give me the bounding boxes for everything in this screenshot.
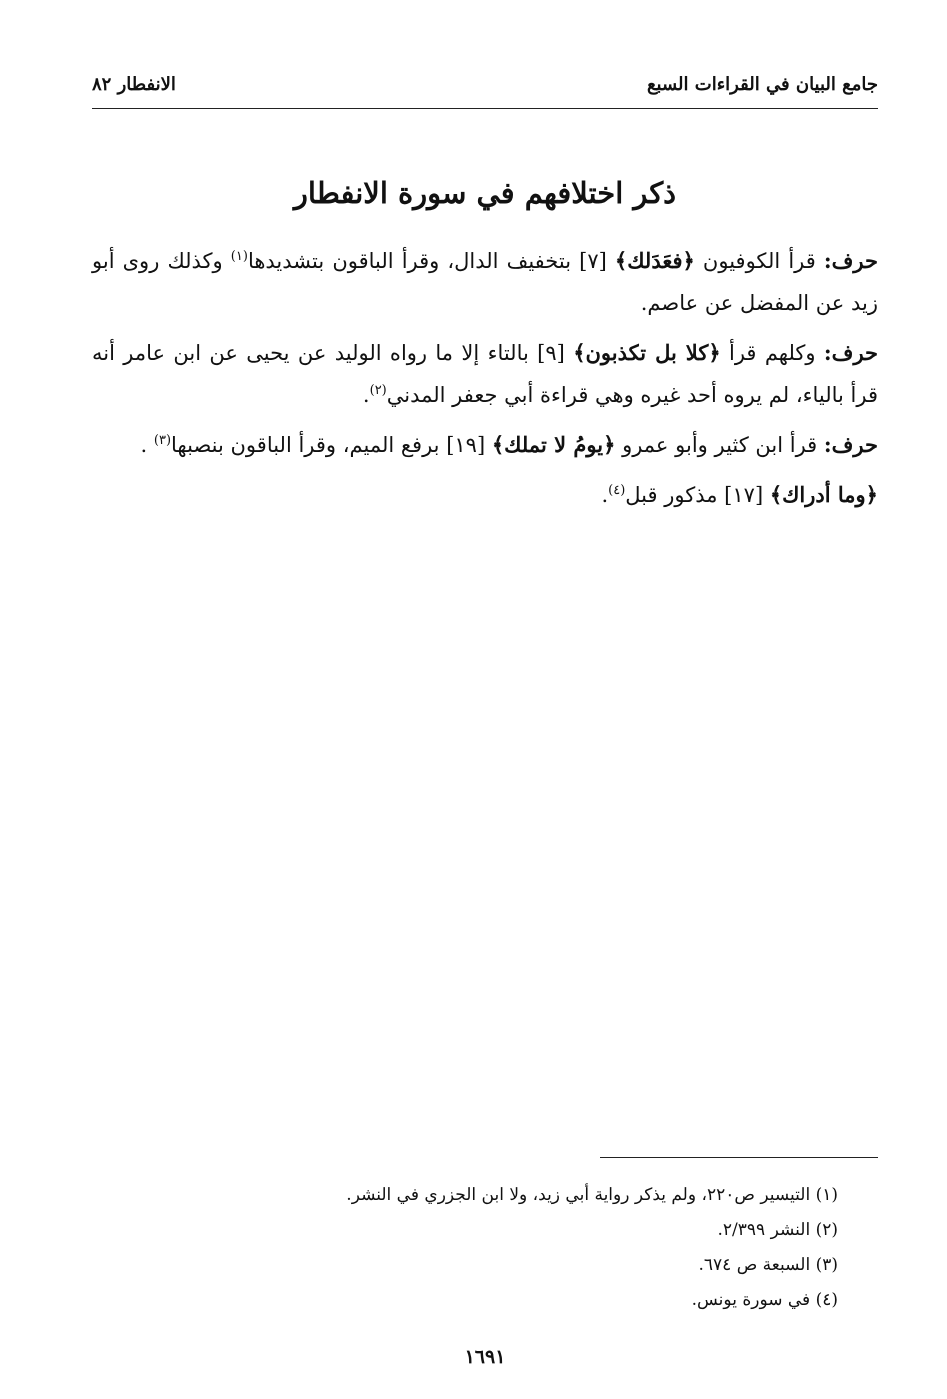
section-heading: ذكر اختلافهم في سورة الانفطار <box>293 176 677 210</box>
text-segment: قرأ الكوفيون <box>694 249 824 273</box>
harf-label: حرف: <box>823 340 879 365</box>
surah-page-marker: الانفطار ٨٢ <box>92 74 176 95</box>
text-segment: . <box>362 383 370 407</box>
main-text <box>92 240 878 524</box>
footnote-4: (٤) في سورة يونس. <box>691 1290 838 1310</box>
harf-label: حرف: <box>823 248 878 273</box>
quran-quote: ﴿فعَدَلك﴾ <box>614 248 695 273</box>
book-title: جامع البيان في القراءات السبع <box>646 74 878 95</box>
footnote-marker: (٤) <box>608 483 626 498</box>
paragraph-3 <box>92 424 878 466</box>
paragraph-4 <box>92 474 878 516</box>
page-number: ١٦٩١ <box>464 1346 506 1368</box>
footnote-3: (٣) السبعة ص ٦٧٤. <box>698 1255 838 1275</box>
text-segment: . <box>140 433 154 457</box>
text-segment: [٩] بالتاء إلا ما رواه الوليد عن يحيى عن ابن عامر أنه قرأ بالياء، لم يروه أحد غيره وهي قراءة أبي جعفر المدني <box>92 341 878 407</box>
text-segment: . <box>601 483 609 507</box>
quran-quote: ﴿كلا بل تكذبون﴾ <box>573 340 721 365</box>
running-header <box>92 70 878 109</box>
footnote-marker: (١) <box>230 249 248 264</box>
harf-label: حرف: <box>823 432 878 457</box>
quran-quote: ﴿وما أدراك﴾ <box>769 482 878 507</box>
footnotes <box>92 1178 838 1318</box>
quran-quote: ﴿يومُ لا تملك﴾ <box>491 432 616 457</box>
text-segment: وكذلك روى أبو زيد عن المفضل عن عاصم. <box>92 249 878 315</box>
footnote-marker: (٣) <box>153 433 172 448</box>
footnote-marker: (٢) <box>369 383 387 398</box>
text-segment: [١٧] مذكور قبل <box>625 483 770 507</box>
footnote-separator <box>600 1157 878 1158</box>
text-segment: [٧] بتخفيف الدال، وقرأ الباقون بتشديدها <box>247 249 615 273</box>
paragraph-2 <box>92 332 878 416</box>
text-segment: [١٩] برفع الميم، وقرأ الباقون بنصبها <box>171 433 492 457</box>
footnote-1: (١) التيسير ص٢٢٠، ولم يذكر رواية أبي زيد، ولا ابن الجزري في النشر. <box>346 1185 838 1205</box>
text-segment: وكلهم قرأ <box>720 341 824 365</box>
footnote-2: (٢) النشر ٢/٣٩٩. <box>717 1220 838 1240</box>
text-segment: قرأ ابن كثير وأبو عمرو <box>615 433 824 457</box>
paragraph-1 <box>92 240 878 324</box>
